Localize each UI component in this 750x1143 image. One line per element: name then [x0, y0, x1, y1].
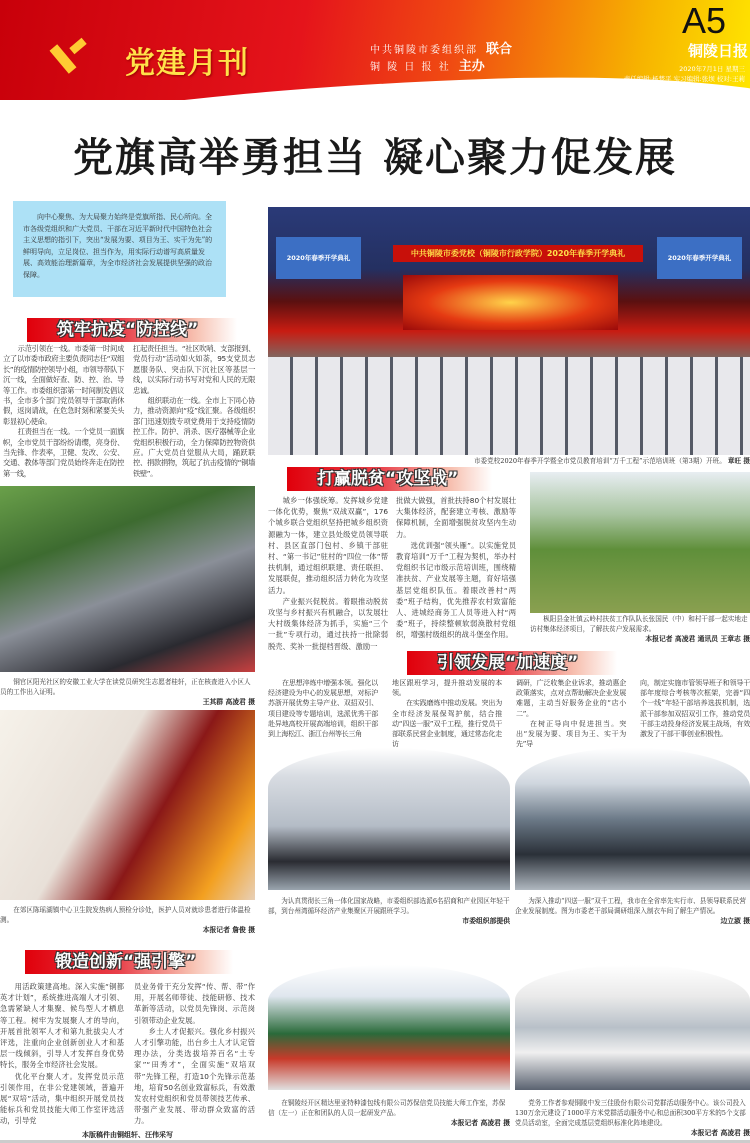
photo-conference-hall: [268, 207, 750, 455]
article-column: [133, 344, 255, 479]
paragraph: 员业务骨干充分发挥“传、帮、带”作用，开展名师带徒、技能研修、技术革新等活动，以党员先锋岗、示范岗引领带动企业发展。: [134, 982, 255, 1025]
photo-caption: [268, 896, 510, 926]
organizer-role: 主办: [458, 59, 485, 74]
photo-credit: 本报记者 詹俊 摄: [202, 926, 255, 934]
magazine-title: 党建月刊: [125, 46, 249, 81]
paragraph: 批做大做强，首批扶持80个村发展壮大集体经济，配套建立考核、激励等保障机制，全面增强脱贫攻坚内生动力。: [396, 496, 516, 539]
paragraph: 扛责担当在一线。一个党员一面旗帜，全市党员干部纷纷请缨，亮身份、当先锋、作表率，卫健、发改、公安、交通、教体等部门党员始终奔走在防控第一线，: [3, 427, 124, 478]
photo-credit: 章旺 摄: [727, 457, 750, 465]
photo-caption: [0, 677, 255, 707]
article-column: [396, 495, 516, 641]
paragraph: 产业振兴促脱贫。着眼推动脱贫攻坚与乡村振兴有机融合，以发展壮大村级集体经济为抓手，实施“三个一批”专项行动，通过扶持一批除弱脱壳、奖补一批提档晋级、激励一: [268, 596, 388, 651]
masthead-banner: [0, 0, 750, 100]
photo-caption: [268, 1098, 510, 1128]
organizer-role: 联合: [486, 42, 513, 57]
stage-banner: 中共铜陵市委党校（铜陵市行政学院）2020年春季开学典礼: [393, 245, 643, 262]
audience-seats: [268, 357, 750, 455]
paragraph: 城乡一体强统筹。发挥城乡党建一体化优势，聚焦“双战双赢”，176个城乡联合党组织坚持把城乡组织资源融为一体，建立县处级党员领导联村、县区直部门包村、乡镇干部驻村、“第一书记”驻村的“四位一体”帮扶机制，通过组织联建、责任联担、发展联促，推动组织活力转化为攻坚活力。: [268, 496, 388, 595]
newspaper-logo: 铜陵日报: [688, 42, 749, 60]
article-column: [134, 981, 255, 1127]
photo-credit: 市委组织部提供: [462, 917, 510, 925]
article-column: [268, 678, 378, 739]
article-column: [640, 678, 750, 739]
photo-technician-studio: [268, 965, 510, 1090]
paragraph: 扛起责任担当。“社区吹哨、支部报到、党员行动”活动如火如荼，95支党员志愿服务队、突击队下沉社区等基层一线，以实际行动书写对党和人民的无限忠诚。: [133, 344, 255, 395]
paragraph: 乡土人才促振兴。强化乡村振兴人才引擎功能，出台乡土人才认定管理办法，分类选拔培养百名“土专家”“田秀才”，全面实施“双培双带”先锋工程，打造10个先锋示范基地，培育50名创业致富标兵，有效激发农村党组织和党员带领技艺传承、带强产业发展、带动群众致富的活力。: [134, 1026, 255, 1126]
caption-text: 铜官区阳光社区的安徽工业大学在读党员研究生志愿者桂轩，正在核查进入小区人员的工作出入证明。: [0, 678, 251, 696]
article-column: [0, 981, 124, 1127]
organizer-name: 铜 陵 日 报 社: [370, 62, 451, 73]
photo-caption: [530, 614, 750, 644]
paragraph: 选优训强“领头雁”。以实施党员教育培训“万千”工程为契机，举办村党组织书记市级示范培训班，围绕精准扶贫、产业发展等主题，育好培强基层党组织队伍。着眼改善村“两委”班子结构，优先推荐农村致富能人、进城经商务工人员等进入村“两委”班子，持续整顿软弱涣散村党组织，增强村级组织的战斗堡垒作用。: [396, 540, 516, 640]
photo-caption: [515, 1098, 750, 1138]
photo-clinic-triage: [0, 710, 255, 900]
photo-credit: 本报记者 高凌君 摄: [690, 1129, 750, 1137]
caption-text: 党务工作者参观铜陵中发三佳股份有限公司党群活动服务中心。该公司投入130万余元建设了1000平方米党群活动服务中心和总面积300平方米的5个支部党员活动室，全面完成基层党组织标准化阵地建设。: [515, 1099, 746, 1127]
caption-text: 在铜陵经开区精达里亚特种漆包线有限公司苏保信党员技能大师工作室，苏保信（左一）正在和团队的人员一起研发产品。: [268, 1099, 506, 1117]
paragraph: 在思想淬炼中增强本领。强化以经济建设为中心的发展思想，对标沪苏浙开展优势主导产业、双招双引、项目建设等专题培训，选派优秀干部赴异地高校开展高端培训，组织干部到上海松江、浙江台州等长三角: [268, 679, 378, 739]
photo-village-visit: [530, 472, 750, 613]
caption-text: 为深入推动“四送一服”双千工程，我市在全省率先实行市、县领导联系民营企业发展制度。图为市委老干部局调研组深入制衣车间了解生产情况。: [515, 897, 746, 915]
paragraph: 组织联动在一线。全市上下同心协力，推动资源向“疫”线汇聚。各级组织部门迅速划拨专项党费用于支持疫情防控工作。防护、消杀、医疗器械等企业党组织积极行动，全力保障防控物资供应。广大党员自觉服从大局，踊跃联控、捐款捐物，筑起了抗击疫情的“铜墙铁壁”。: [133, 396, 255, 478]
caption-text: 市委党校2020年春季开学暨全市党员教育培训“万千工程”示范培训班（第3期）开班。: [473, 457, 726, 465]
paragraph: 地区跟班学习，提升推动发展的本领。: [392, 679, 502, 698]
caption-text: 在郊区陈瑶湖镇中心卫生院发热病人预检分诊处，医护人员对就诊患者进行体温检测。: [0, 906, 251, 924]
issue-date: 2020年7月1日 星期三: [679, 65, 745, 73]
section-heading-development: 引领发展“加速度”: [407, 651, 617, 675]
caption-text: 为认真贯彻长三角一体化国家战略，市委组织部选派6名招商和产业园区年轻干部，到台州湾循环经济产业集聚区开展跟班学习。: [268, 897, 510, 915]
paragraph: 向，制定实施市管领导班子和领导干部年度综合考核等次框架，完善“四个一线”年轻干部培养选拔机制，选派干部参加双招双引工作，推动党员干部主动投身经济发展主战场，有效激发了干部干事创业积极性。: [640, 679, 750, 739]
photo-garment-workshop: [515, 748, 750, 890]
editor-credits: 责任编辑:杨梦平 实习编辑:张坝 校对:王莉: [623, 75, 745, 83]
section-heading-poverty: 打赢脱贫“攻坚战”: [287, 467, 492, 491]
photo-caption: [0, 905, 255, 935]
paragraph: 优化平台聚人才。发挥党员示范引领作用，在非公党建领域，普遍开展“双培”活动，集中组织开展党员技能标兵和党员技能大师工作室评选活动，引导党: [0, 1071, 124, 1126]
hall-side-screen: 2020年春季开学典礼: [657, 237, 742, 279]
paragraph: 在实践磨炼中推动发展。突出为全市经济发展保驾护航，结合推动“四送一服”双千工程，推行党员干部联系民营企业制度，通过常态化走访: [392, 699, 502, 749]
photo-credit: 王其群 高凌君 摄: [202, 698, 255, 706]
photo-community-volunteer: [0, 486, 255, 672]
paragraph: 示范引领在一线。市委第一时间成立了以市委市政府主要负责同志任“双组长”的疫情防控领导小组，市领导带队下沉一线，全面做好查、防、控、治、导等工作。市委组织部第一时间制发倡议书，全市多个部门党员领导干部取消休假，返岗请战，在危急时刻和紧要关头彰显初心使命。: [3, 344, 124, 426]
caption-text: 枞阳县金社镇云岭村扶贫工作队队长张国民（中）和村干部一起实地走访村集体经济项目，了解扶贫户发展需求。: [530, 615, 748, 633]
organizer-line-2: [370, 55, 485, 74]
paragraph: 在树正导向中促进担当。突出“发展为要、项目为王、实干为先”导: [516, 719, 626, 749]
photo-credit: 边立淑 摄: [720, 917, 750, 925]
hall-side-screen: 2020年春季开学典礼: [276, 237, 361, 279]
photo-credit: 本报记者 高凌君 摄: [450, 1119, 510, 1127]
photo-party-service-center: [515, 965, 750, 1090]
article-column: [3, 344, 124, 479]
section-heading-epidemic: 筑牢抗疫“防控线”: [27, 318, 237, 342]
photo-caption: [268, 456, 750, 466]
article-column: [392, 678, 502, 749]
footer-note: 本版稿件由铜组轩、汪伟采写: [82, 1131, 173, 1139]
article-column: [268, 495, 388, 652]
section-heading-innovation: 锻造创新“强引擎”: [25, 950, 233, 974]
party-emblem-icon: [40, 30, 110, 90]
photo-caption: [515, 896, 750, 926]
photo-sand-table: [268, 748, 510, 890]
page-headline: 党旗高举勇担当 凝心聚力促发展: [73, 134, 677, 181]
intro-box: 向中心聚焦、为大局聚力始终是党旗所指、民心所向。全市各级党组织和广大党员、干部在习近平新时代中国特色社会主义思想的指引下，突出“发展为要、项目为王、实干为先”的鲜明导向，立足岗位、担当作为，用实际行动谱写高质量发展、高效能治理新篇章，为全市经济社会发展提供坚强的政治保障。: [13, 201, 226, 297]
stage: [403, 275, 618, 330]
paragraph: 调研，广泛收集企业诉求，推动惠企政策落实，点对点帮助解决企业发展难题，主动当好服务企业的“店小二”。: [516, 679, 626, 718]
organizer-name: 中共铜陵市委组织部: [370, 45, 478, 56]
paragraph: 用活政策建高地。深入实施“铜都英才计划”，系统推进高端人才引领、急需紧缺人才集聚、候鸟型人才栖息等工程。树牢为发展聚人才的导向，开展首批领军人才和第九批拔尖人才评选，注重向企业创新创业人才和基层一线倾斜，引导人才发挥自身优势特长，服务全市经济社会发展。: [0, 982, 124, 1070]
page-number: A5: [682, 0, 727, 41]
photo-credit: 本报记者 高凌君 通讯员 王章志 摄: [645, 635, 750, 643]
article-column: [516, 678, 626, 749]
